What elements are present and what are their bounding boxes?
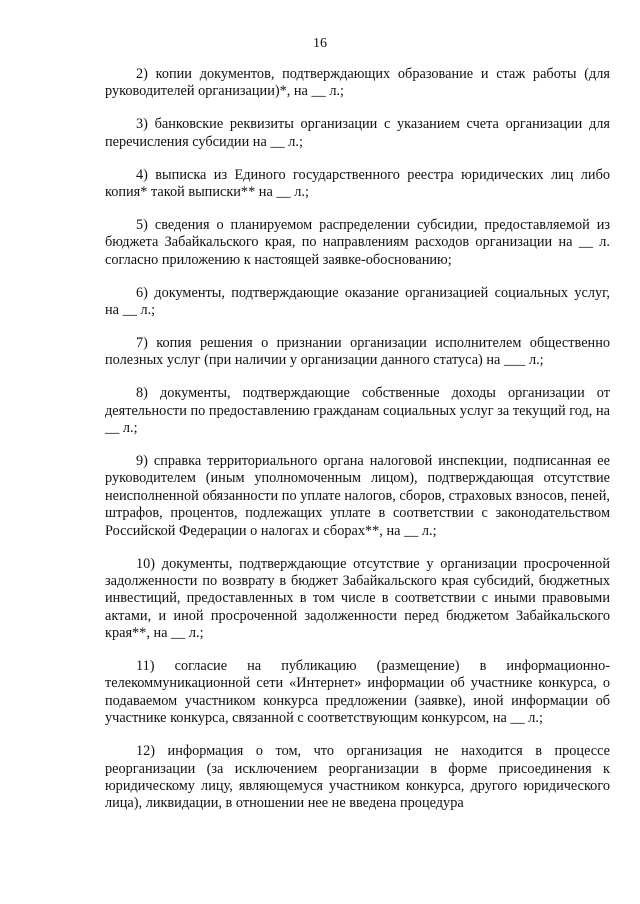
list-item-12: 12) информация о том, что организация не находится в процессе реорганизации (за исключением реорганизации в форме присоединения к юридическому лицу, являющемуся участником конкурса, другого юридического лица), ликвидации, в отношении нее не введена процедура [105, 743, 610, 812]
list-item-3: 3) банковские реквизиты организации с указанием счета организации для перечисления субсидии на __ л.; [105, 116, 610, 150]
list-item-6: 6) документы, подтверждающие оказание организацией социальных услуг, на __ л.; [105, 284, 610, 319]
list-item-5: 5) сведения о планируемом распределении субсидии, предоставляемой из бюджета Забайкальского края, по направлениям расходов организации на __ л. согласно приложению к настоящей заявке-обоснованию; [105, 216, 610, 268]
list-item-11: 11) согласие на публикацию (размещение) в информационно-телекоммуникационной сети «Интернет» информации об участнике конкурса, о подаваемом участником конкурса предложении (заявке), иной информации об участнике конкурса, связанной с соответствующим конкурсом, на __ л.; [105, 658, 610, 727]
list-item-8: 8) документы, подтверждающие собственные доходы организации от деятельности по предоставлению гражданам социальных услуг за текущий год, на __ л.; [105, 385, 610, 437]
list-item-9: 9) справка территориального органа налоговой инспекции, подписанная ее руководителем (иным уполномоченным лицом), подтверждающая отсутствие неисполненной обязанности по уплате налогов, сборов, страховых взносов, пеней, штрафов, процентов, подлежащих уплате в соответствии с законодательством Российской Федерации о налогах и сборах**, на __ л.; [105, 453, 610, 539]
document-body [105, 66, 610, 813]
list-item-4: 4) выписка из Единого государственного реестра юридических лиц либо копия* такой выписки** на __ л.; [105, 166, 610, 201]
page-number: 16 [313, 36, 327, 51]
list-item-7: 7) копия решения о признании организации исполнителем общественно полезных услуг (при наличии у организации данного статуса) на ___ л.; [105, 334, 610, 369]
list-item-10: 10) документы, подтверждающие отсутствие у организации просроченной задолженности по возврату в бюджет Забайкальского края субсидий, бюджетных инвестиций, предоставленных в том числе в соответствии с иными правовыми актами, и иной просроченной задолженности перед бюджетом Забайкальского края**, на __ л.; [105, 555, 610, 642]
list-item-2: 2) копии документов, подтверждающих образование и стаж работы (для руководителей организации)*, на __ л.; [105, 66, 610, 100]
